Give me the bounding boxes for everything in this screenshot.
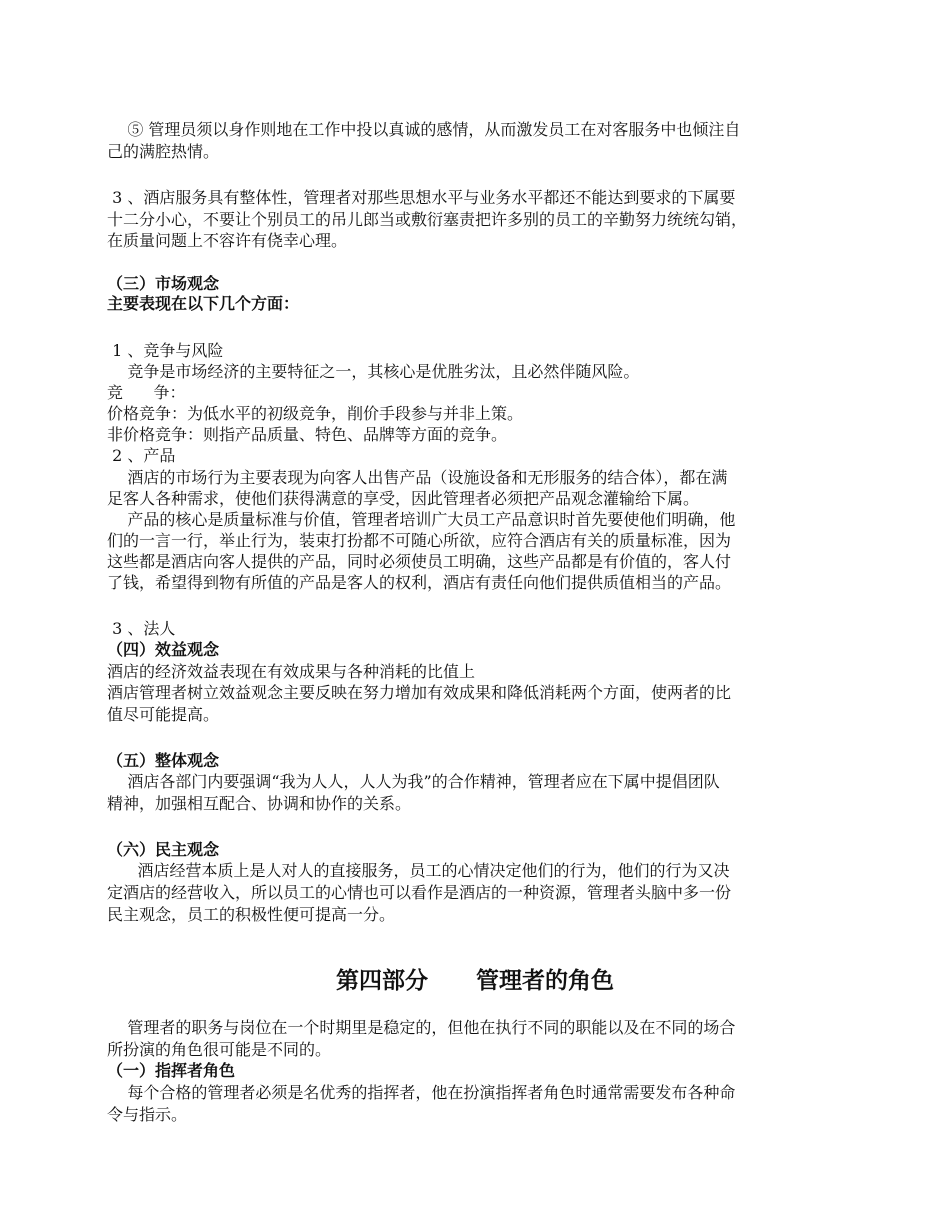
- para-line: 每个合格的管理者必须是名优秀的指挥者，他在扮演指挥者角色时通常需要发布各种命: [107, 1083, 736, 1102]
- section-heading: （三）市场观念: [107, 274, 220, 293]
- para-line: 竞 争：: [107, 383, 186, 402]
- para-line: 所扮演的角色很可能是不同的。: [107, 1040, 332, 1059]
- para-line: 这些都是酒店向客人提供的产品，同时必须使员工明确，这些产品都是有价值的，客人付: [107, 552, 732, 571]
- para-line: 精神，加强相互配合、协调和协作的关系。: [107, 794, 412, 813]
- para-line: 3 、酒店服务具有整体性，管理者对那些思想水平与业务水平都还不能达到要求的下属要: [107, 188, 736, 207]
- para-line: 酒店的经济效益表现在有效成果与各种消耗的比值上: [107, 662, 476, 681]
- section-heading: （一）指挥者角色: [107, 1061, 236, 1080]
- part-title: 第四部分 管理者的角色: [335, 968, 615, 994]
- section-heading: （五）整体观念: [107, 751, 220, 770]
- para-line: 了钱，希望得到物有所值的产品是客人的权利，酒店有责任向他们提供质值相当的产品。: [107, 573, 732, 592]
- para-line: 酒店管理者树立效益观念主要反映在努力增加有效成果和降低消耗两个方面，使两者的比: [107, 683, 732, 702]
- para-line: 酒店各部门内要强调“我为人人，人人为我”的合作精神，管理者应在下属中提倡团队: [107, 772, 720, 791]
- para-line: 十二分小心，不要让个别员工的吊儿郎当或敷衍塞责把许多别的员工的辛勤努力统统勾销，: [107, 210, 748, 229]
- para-line: 酒店的市场行为主要表现为向客人出售产品（设施设备和无形服务的结合体），都在满: [107, 468, 728, 487]
- para-line: 己的满腔热情。: [107, 142, 220, 161]
- para-line: 酒店经营本质上是人对人的直接服务，员工的心情决定他们的行为，他们的行为又决: [107, 861, 730, 880]
- list-item: 3 、法人: [107, 619, 176, 638]
- para-line: 们的一言一行，举止行为，装束打扮都不可随心所欲，应符合酒店有关的质量标准，因为: [107, 531, 732, 550]
- para-line: 非价格竞争：则指产品质量、特色、品牌等方面的竞争。: [107, 425, 508, 444]
- para-line: 定酒店的经营收入，所以员工的心情也可以看作是酒店的一种资源，管理者头脑中多一份: [107, 883, 732, 902]
- para-line: 足客人各种需求，使他们获得满意的享受，因此管理者必须把产品观念灌输给下属。: [107, 489, 700, 508]
- para-line: 民主观念，员工的积极性便可提高一分。: [107, 905, 396, 924]
- section-heading: （六）民主观念: [107, 840, 220, 859]
- section-heading: （四）效益观念: [107, 640, 220, 659]
- para-line: 竞争是市场经济的主要特征之一，其核心是优胜劣汰，且必然伴随风险。: [107, 362, 640, 381]
- para-line: 令与指示。: [107, 1105, 188, 1124]
- list-item: 2 、产品: [107, 446, 176, 465]
- para-line: 在质量问题上不容许有侥幸心理。: [107, 231, 348, 250]
- section-subheading: 主要表现在以下几个方面：: [107, 294, 300, 313]
- list-item: 1 、竞争与风险: [107, 341, 224, 360]
- para-line: 管理者的职务与岗位在一个时期里是稳定的，但他在执行不同的职能以及在不同的场合: [107, 1018, 736, 1037]
- para-line: 值尽可能提高。: [107, 705, 220, 724]
- para-line: ⑤ 管理员须以身作则地在工作中投以真诚的感情，从而激发员工在对客服务中也倾注自: [107, 120, 741, 139]
- para-line: 价格竞争：为低水平的初级竞争，削价手段参与并非上策。: [107, 404, 524, 423]
- para-line: 产品的核心是质量标准与价值，管理者培训广大员工产品意识时首先要使他们明确，他: [107, 510, 736, 529]
